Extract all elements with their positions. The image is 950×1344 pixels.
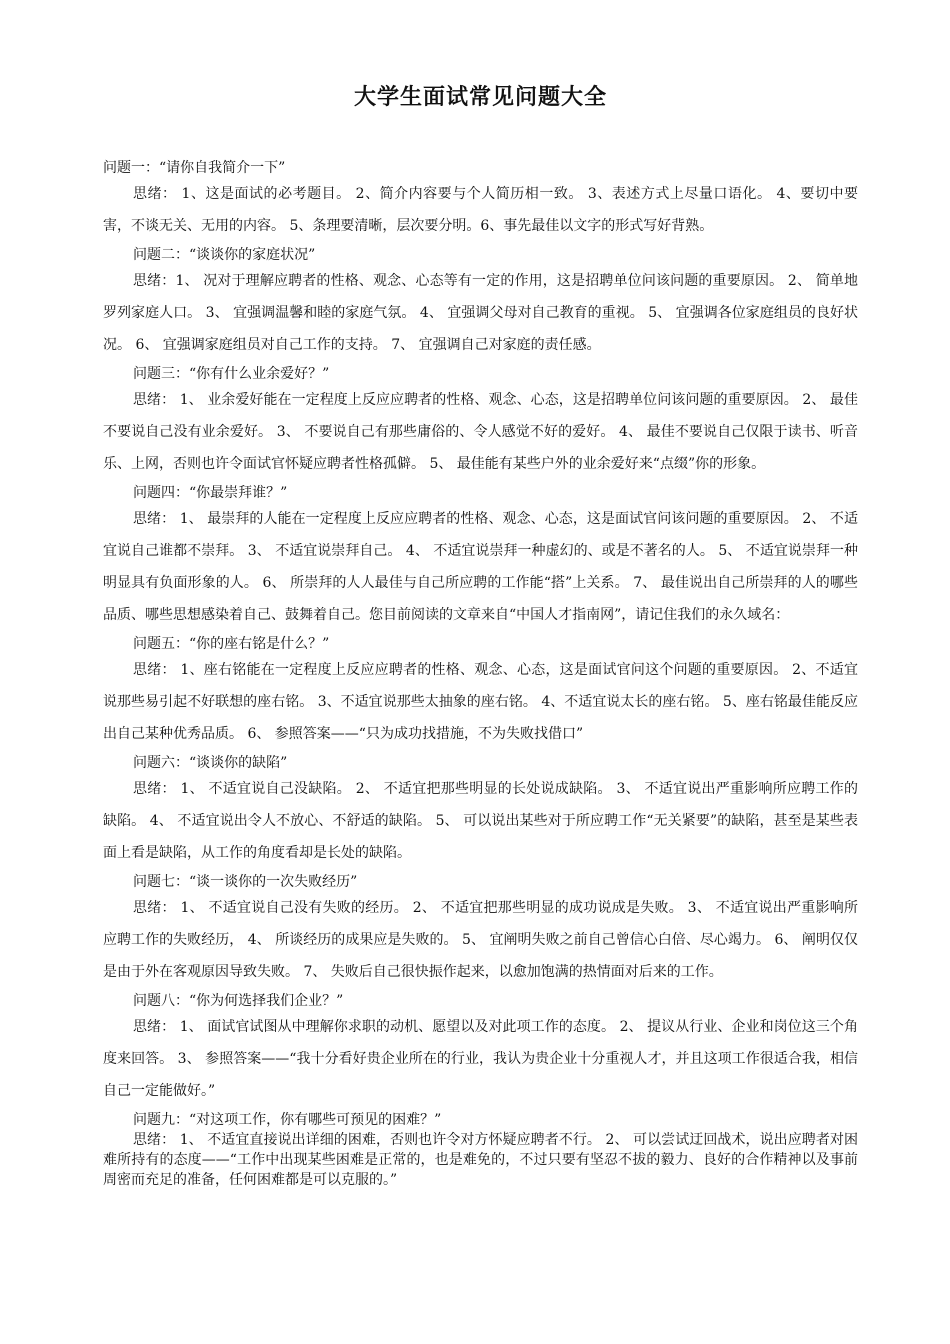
question-heading: 问题四：“你最崇拜谁？” xyxy=(133,485,288,501)
question-block-4 xyxy=(103,484,858,631)
answer-paragraph: 思绪： 1、这是面试的必考题目。 2、简介内容要与个人简历相一致。 3、表述方式上尽量口语化。 4、要切中要害，不谈无关、无用的内容。 5、条理要清晰，层次要分明。6、事先最佳以文字的形式写好背熟。 xyxy=(103,186,858,234)
question-heading: 问题三：“你有什么业余爱好？” xyxy=(133,366,330,382)
question-block-1 xyxy=(103,159,858,242)
question-heading: 问题六：“谈谈你的缺陷” xyxy=(133,755,288,771)
question-block-8 xyxy=(103,992,858,1107)
question-heading: 问题七：“谈一谈你的一次失败经历” xyxy=(133,874,358,890)
question-block-2 xyxy=(103,246,858,361)
question-block-7 xyxy=(103,873,858,988)
answer-paragraph: 思绪： 1、 不适宜说自己没有失败的经历。 2、 不适宜把那些明显的成功说成是失败。 3、 不适宜说出严重影响所应聘工作的失败经历， 4、 所谈经历的成果应是失败的。 5、 宜阐明失败之前自己曾信心白倍、尽心竭力。 6、 阐明仅仅是由于外在客观原因导致失败。 7、 失败后自己很快振作起来，以愈加饱满的热情面对后来的工作。 xyxy=(103,900,858,980)
question-heading: 问题一：“请你自我简介一下” xyxy=(103,160,286,176)
question-block-3 xyxy=(103,365,858,480)
question-heading: 问题五：“你的座右铭是什么？” xyxy=(133,636,330,652)
question-heading: 问题二：“谈谈你的家庭状况” xyxy=(133,247,316,263)
question-heading: 问题八：“你为何选择我们企业？” xyxy=(133,993,344,1009)
answer-paragraph: 思绪： 1、座右铭能在一定程度上反应应聘者的性格、观念、心态，这是面试官问这个问题的重要原因。 2、不适宜说那些易引起不好联想的座右铭。 3、不适宜说那些太抽象的座右铭。 4、不适宜说太长的座右铭。 5、座右铭最佳能反应出自己某种优秀品质。 6、 参照答案——“只为成功找措施，不为失败找借口” xyxy=(103,662,858,742)
answer-paragraph: 思绪： 1、 面试官试图从中理解你求职的动机、愿望以及对此项工作的态度。 2、 提议从行业、企业和岗位这三个角度来回答。 3、 参照答案——“我十分看好贵企业所在的行业，我认为贵企业十分重视人才，并且这项工作很适合我，相信自己一定能做好。” xyxy=(103,1019,858,1099)
answer-paragraph: 思绪： 1、 最崇拜的人能在一定程度上反应应聘者的性格、观念、心态，这是面试官问该问题的重要原因。 2、 不适宜说自己谁都不崇拜。 3、 不适宜说崇拜自己。 4、 不适宜说崇拜一种虚幻的、或是不著名的人。 5、 不适宜说崇拜一种明显具有负面形象的人。 6、 所崇拜的人人最佳与自己所应聘的工作能“搭”上关系。 7、 最佳说出自己所崇拜的人的哪些品质、哪些思想感染着自己、鼓舞着自己。您目前阅读的文章来自“中国人才指南网”，请记住我们的永久域名： xyxy=(103,511,858,623)
answer-paragraph: 思绪： 1、 业余爱好能在一定程度上反应应聘者的性格、观念、心态，这是招聘单位问该问题的重要原因。 2、 最佳不要说自己没有业余爱好。 3、 不要说自己有那些庸俗的、令人感觉不好的爱好。 4、 最佳不要说自己仅限于读书、听音乐、上网，否则也许令面试官怀疑应聘者性格孤僻。 5、 最佳能有某些户外的业余爱好来“点缀”你的形象。 xyxy=(103,392,858,472)
question-heading: 问题九：“对这项工作，你有哪些可预见的困难？” xyxy=(133,1112,442,1128)
answer-paragraph: 思绪： 1、 不适宜直接说出详细的困难，否则也许令对方怀疑应聘者不行。 2、 可以尝试迂回战术，说出应聘者对困难所持有的态度——“工作中出现某些困难是正常的，也是难免的，不过只要有坚忍不拔的毅力、良好的合作精神以及事前周密而充足的准备，任何困难都是可以克服的。” xyxy=(103,1132,858,1188)
question-block-5 xyxy=(103,635,858,750)
question-block-9 xyxy=(103,1111,858,1190)
question-block-6 xyxy=(103,754,858,869)
answer-paragraph: 思绪：1、 况对于理解应聘者的性格、观念、心态等有一定的作用，这是招聘单位问该问题的重要原因。 2、 简单地罗列家庭人口。 3、 宜强调温馨和睦的家庭气氛。 4、 宜强调父母对自己教育的重视。 5、 宜强调各位家庭组员的良好状况。 6、 宜强调家庭组员对自己工作的支持。 7、 宜强调自己对家庭的责任感。 xyxy=(103,273,858,353)
answer-paragraph: 思绪： 1、 不适宜说自己没缺陷。 2、 不适宜把那些明显的长处说成缺陷。 3、 不适宜说出严重影响所应聘工作的缺陷。 4、 不适宜说出令人不放心、不舒适的缺陷。 5、 可以说出某些对于所应聘工作“无关紧要”的缺陷，甚至是某些表面上看是缺陷，从工作的角度看却是长处的缺陷。 xyxy=(103,781,858,861)
document-title: 大学生面试常见问题大全 xyxy=(353,85,607,110)
